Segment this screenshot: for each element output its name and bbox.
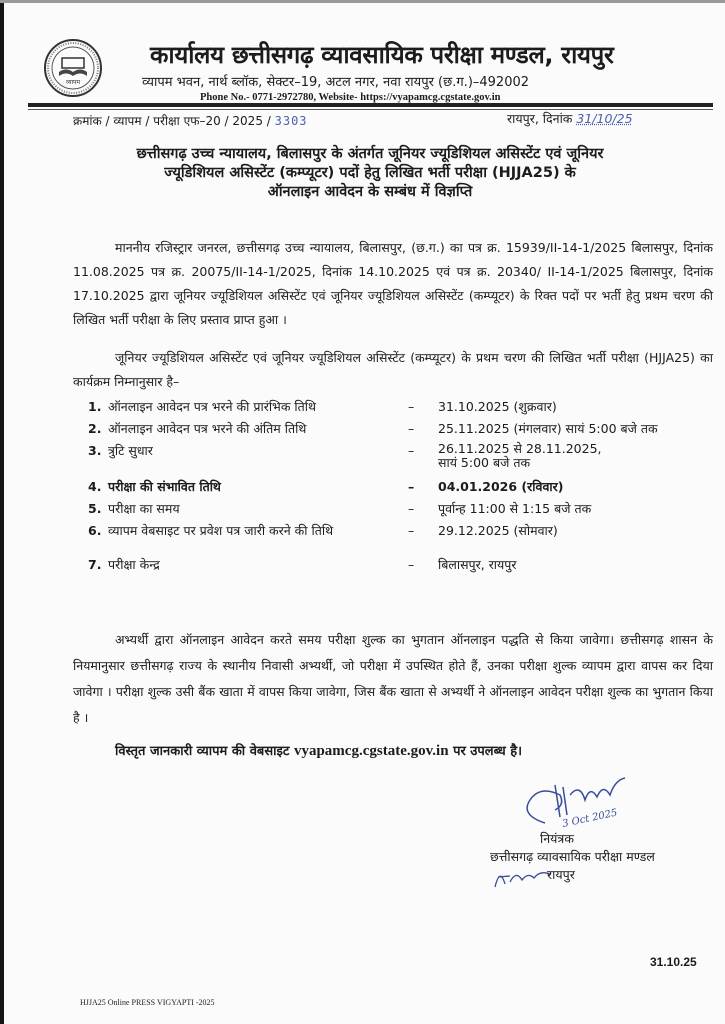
schedule-item-label: परीक्षा की संभावित तिथि (108, 479, 221, 494)
signatory-organization: छत्तीसगढ़ व्यावसायिक परीक्षा मण्डल (490, 849, 655, 864)
schedule-item-dash: – (408, 443, 415, 458)
paragraph-fee-refund: अभ्यर्थी द्वारा ऑनलाइन आवेदन करते समय परीक्षा शुल्क का भुगतान ऑनलाइन पद्धति से किया जावेगा। छत्तीसगढ़ शासन के नियमानुसार छत्तीसगढ़ राज्य के स्थानीय निवासी अभ्यर्थी, जो परीक्षा में उपस्थित होते हैं, उनका परीक्षा शुल्क व्यापम द्वारा वापस कर दिया जावेगा । परीक्षा शुल्क उसी बैंक खाता में वापस किया जावेगा, जिस बैंक खाता से अभ्यर्थी ने ऑनलाइन आवेदन परीक्षा शुल्क का भुगतान किया है । (73, 632, 713, 725)
schedule-item-value: 29.12.2025 (सोमवार) (438, 523, 558, 538)
schedule-item-dash: – (408, 557, 415, 572)
schedule-item-number: 5. (88, 501, 102, 516)
office-address: व्यापम भवन, नार्थ ब्लॉक, सेक्टर–19, अटल नगर, नवा रायपुर (छ.ग.)–492002 (142, 75, 530, 90)
info-prefix: विस्तृत जानकारी व्यापम की वेबसाइट (115, 744, 294, 759)
office-contact: Phone No.- 0771-2972780, Website- https://vyapamcg.cgstate.gov.in (200, 92, 501, 103)
schedule-item-value: बिलासपुर, रायपुर (438, 557, 517, 572)
issue-date (507, 110, 633, 127)
logo-text: व्यापम (65, 79, 81, 86)
svg-text:3 Oct 2025: 3 Oct 2025 (561, 807, 619, 830)
schedule-item-number: 7. (88, 557, 102, 572)
vyapam-emblem-logo (43, 38, 103, 98)
subject-line-1: छत्तीसगढ़ उच्च न्यायालय, बिलासपुर के अंतर्गत जूनियर ज्यूडिशियल असिस्टेंट एवं जूनियर (136, 146, 604, 162)
subject-line-2: ज्यूडिशियल असिस्टेंट (कम्प्यूटर) पदों हेतु लिखित भर्ती परीक्षा (HJJA25) के (164, 165, 576, 181)
schedule-item-label: परीक्षा का समय (108, 501, 180, 516)
schedule-item-value: 31.10.2025 (शुक्रवार) (438, 399, 557, 414)
notice-subject (60, 145, 680, 202)
schedule-item-number: 1. (88, 399, 102, 414)
schedule-item-value: 04.01.2026 (रविवार) (438, 479, 564, 494)
schedule-item-dash: – (408, 479, 415, 494)
date-label: रायपुर, दिनांक (507, 111, 577, 126)
schedule-item-label: ऑनलाइन आवेदन पत्र भरने की अंतिम तिथि (108, 421, 307, 436)
reference-number (73, 112, 308, 129)
controller-signature (515, 775, 650, 830)
website-link[interactable]: vyapamcg.cgstate.gov.in (293, 743, 449, 759)
schedule-item-number: 3. (88, 443, 102, 458)
signatory-designation: नियंत्रक (540, 831, 574, 846)
schedule-item-number: 6. (88, 523, 102, 538)
schedule-item-value: 26.11.2025 से 28.11.2025, सायं 5:00 बजे तक (438, 441, 602, 470)
info-suffix: पर उपलब्ध है। (448, 744, 523, 759)
schedule-item-label: व्यापम वेबसाइट पर प्रवेश पत्र जारी करने की तिथि (108, 523, 334, 538)
reference-prefix: क्रमांक / व्यापम / परीक्षा एफ–20 / 2025 / (73, 114, 275, 128)
schedule-item (88, 500, 718, 518)
exam-schedule-list (88, 398, 718, 578)
schedule-item-dash: – (408, 523, 415, 538)
schedule-item-number: 2. (88, 421, 102, 436)
office-title: कार्यालय छत्तीसगढ़ व्यावसायिक परीक्षा मण्डल, रायपुर (150, 41, 614, 69)
signatory-city: रायपुर (547, 867, 575, 882)
schedule-item (88, 398, 718, 416)
schedule-item (88, 442, 718, 470)
schedule-item-number: 4. (88, 479, 102, 494)
schedule-item-label: त्रुटि सुधार (108, 443, 153, 458)
scan-border-top (0, 0, 725, 3)
schedule-item (88, 420, 718, 438)
schedule-item (88, 556, 718, 574)
paragraph-reference-letters: माननीय रजिस्ट्रार जनरल, छत्तीसगढ़ उच्च न्यायालय, बिलासपुर, (छ.ग.) का पत्र क्र. 15939/II-14-1/2025 बिलासपुर, दिनांक 11.08.2025 पत्र क्र. 20075/II-14-1/2025, दिनांक 14.10.2025 एवं पत्र क्र. 20340/ II-14-1/2025 बिलासपुर, दिनांक 17.10.2025 द्वारा जूनियर ज्यूडिशियल असिस्टेंट एवं जूनियर ज्यूडिशियल असिस्टेंट (कम्प्यूटर) के रिक्त पदों पर भर्ती हेतु प्रथम चरण की लिखित भर्ती परीक्षा के लिए प्रस्ताव प्राप्त हुआ । (73, 240, 713, 327)
date-handwritten-value: 31/10/25 (576, 111, 633, 126)
document-code: HJJA25 Online PRESS VIGYAPTI -2025 (80, 998, 215, 1007)
schedule-item-value: पूर्वान्ह 11:00 से 1:15 बजे तक (438, 501, 592, 516)
schedule-item (88, 478, 718, 496)
schedule-item-dash: – (408, 399, 415, 414)
footer-date: 31.10.25 (650, 955, 697, 969)
initials-signature (490, 862, 555, 892)
schedule-item (88, 522, 718, 540)
schedule-item-value: 25.11.2025 (मंगलवार) सायं 5:00 बजे तक (438, 421, 658, 436)
subject-line-3: ऑनलाइन आवेदन के सम्बंध में विज्ञप्ति (267, 184, 473, 200)
scan-border-left (0, 0, 4, 1024)
paragraph-schedule-intro: जूनियर ज्यूडिशियल असिस्टेंट एवं जूनियर ज्यूडिशियल असिस्टेंट (कम्प्यूटर) के प्रथम चरण की लिखित भर्ती परीक्षा (HJJA25) का कार्यक्रम निम्नानुसार है– (73, 350, 713, 389)
schedule-item-dash: – (408, 421, 415, 436)
schedule-item-label: ऑनलाइन आवेदन पत्र भरने की प्रारंभिक तिथि (108, 399, 317, 414)
website-info-line (115, 741, 522, 760)
schedule-item-label: परीक्षा केन्द्र (108, 557, 160, 572)
reference-handwritten-number: 3303 (274, 114, 308, 128)
schedule-item-dash: – (408, 501, 415, 516)
header-divider (28, 103, 713, 107)
